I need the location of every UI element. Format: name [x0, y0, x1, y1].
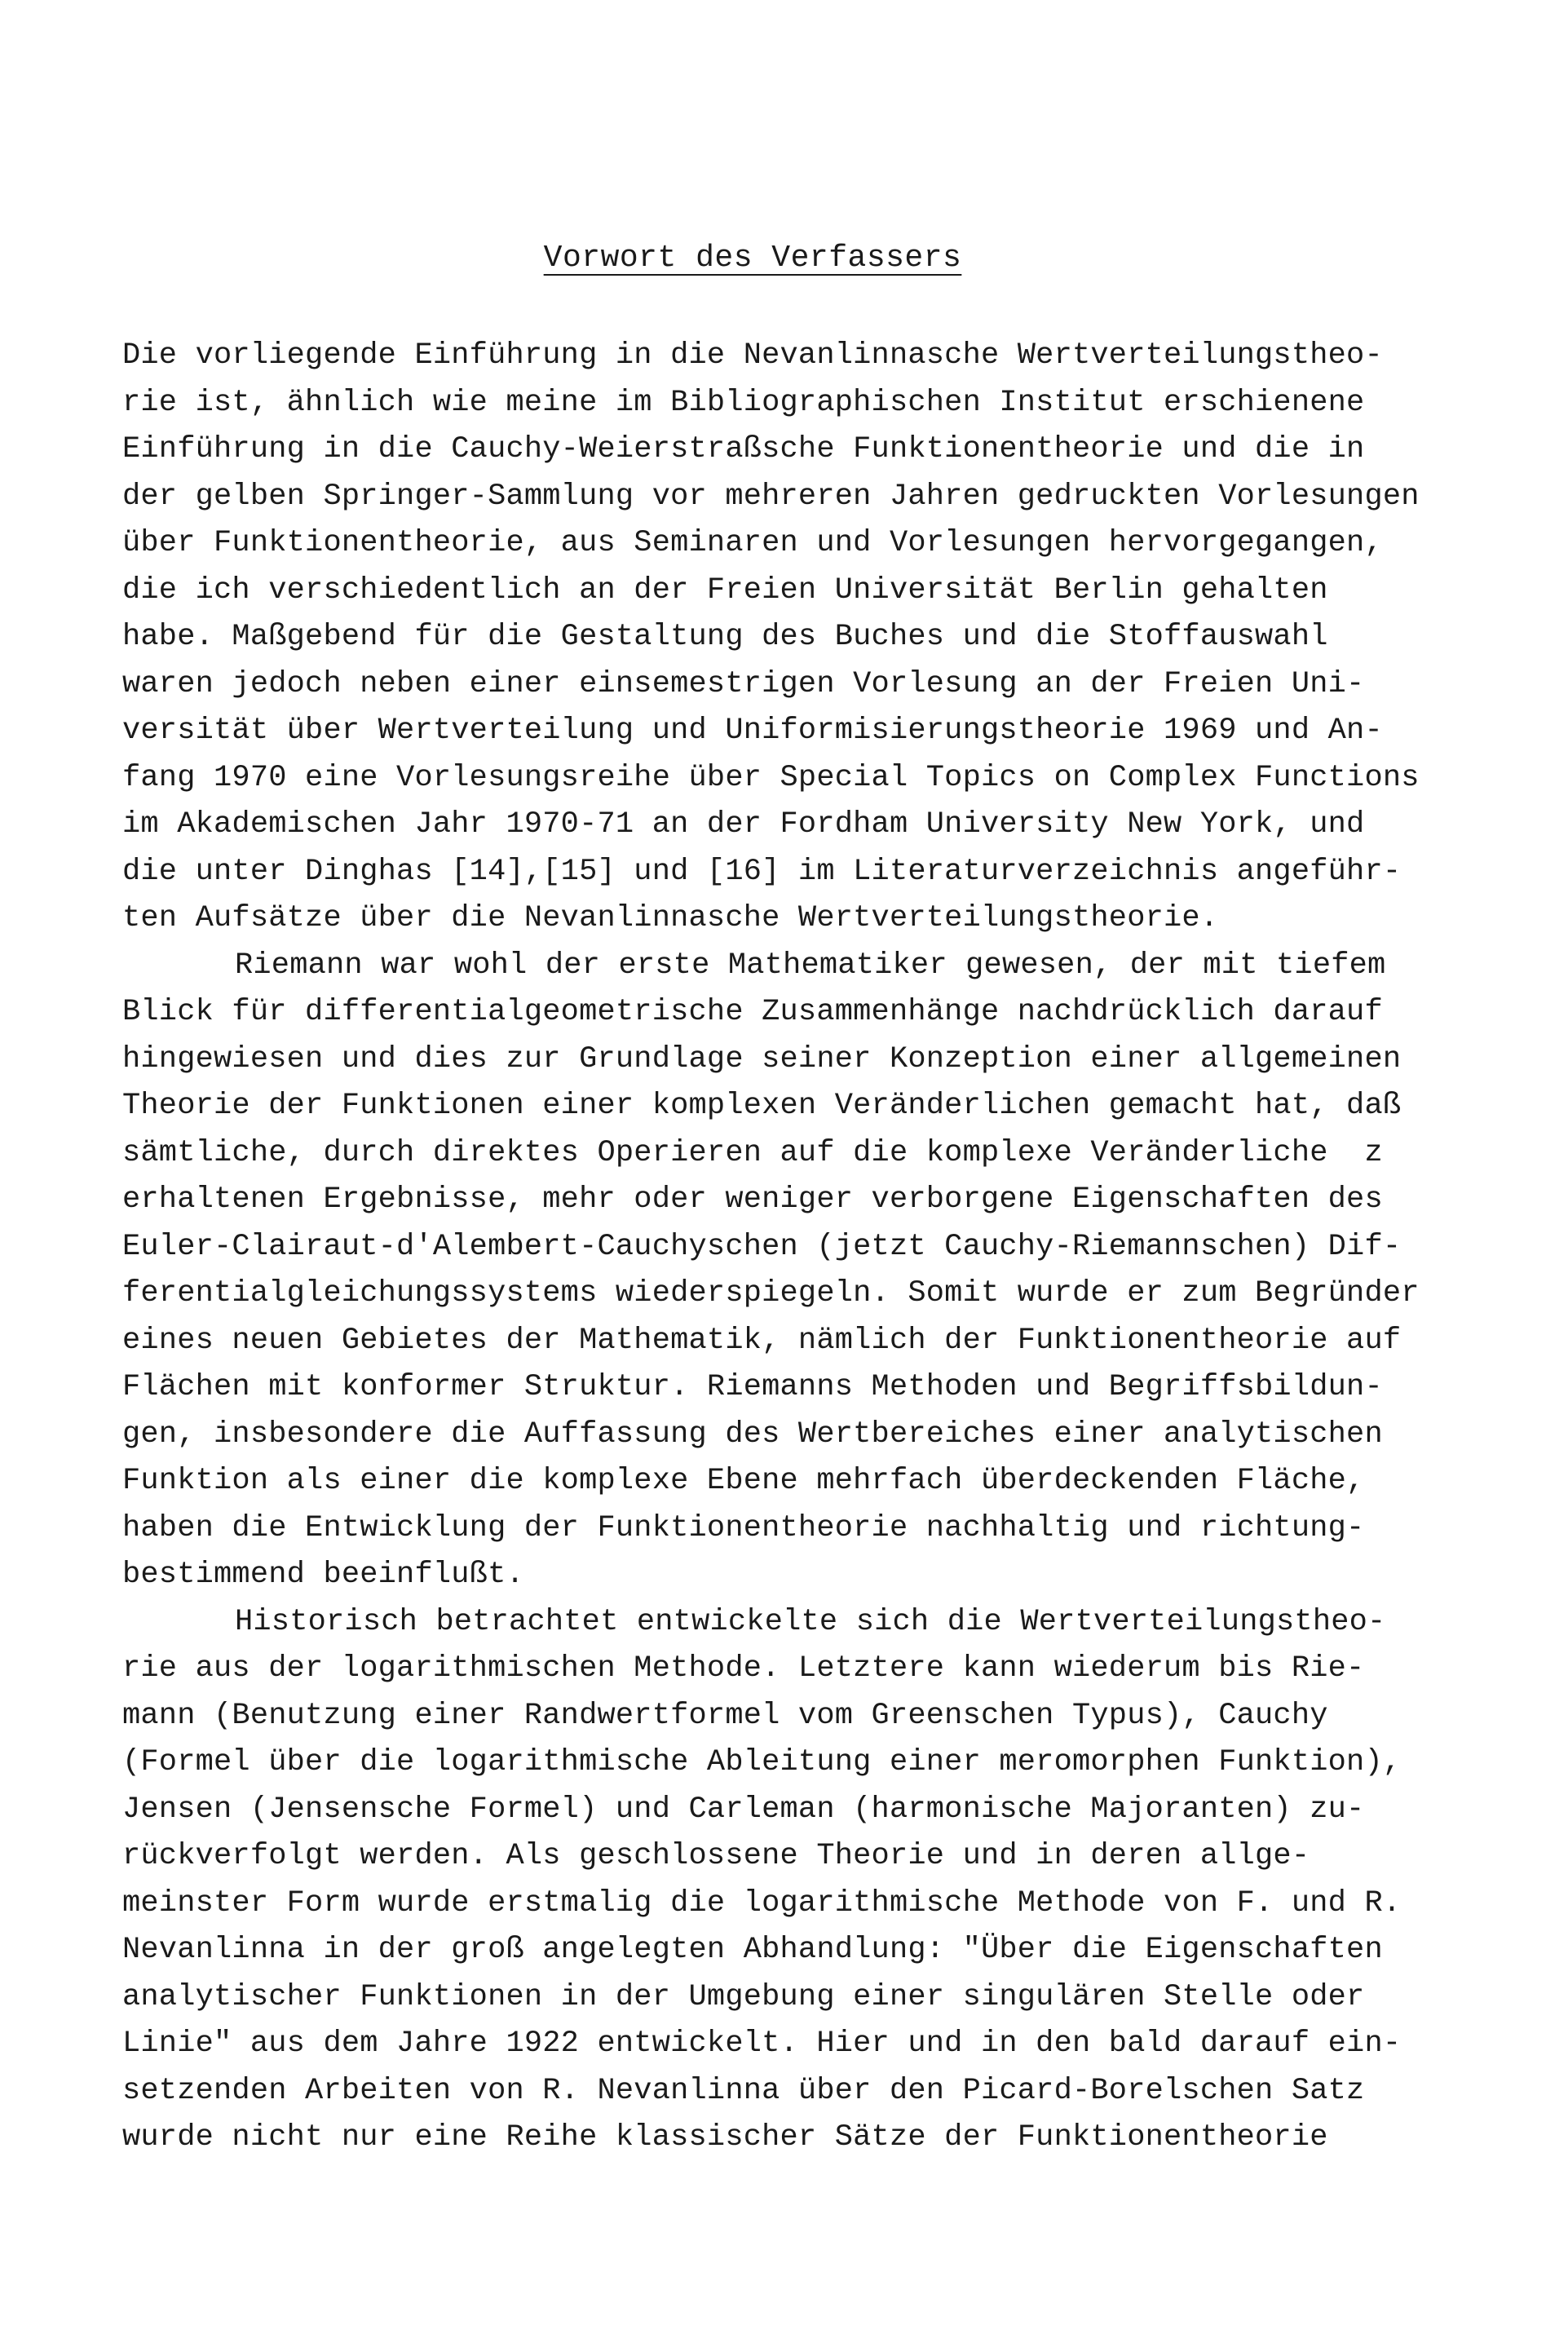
text-line: Flächen mit konformer Struktur. Riemanns Methoden und Begriffsbildun-: [122, 1370, 1383, 1404]
text-line: Funktion als einer die komplexe Ebene mehrfach überdeckenden Fläche,: [122, 1464, 1365, 1498]
page-title-container: [0, 238, 1505, 279]
text-line: Blick für differentialgeometrische Zusammenhänge nachdrücklich darauf: [122, 995, 1383, 1029]
text-line: Historisch betrachtet entwickelte sich die Wertverteilungstheo-: [235, 1604, 1386, 1639]
body-text: [122, 333, 1435, 2162]
text-line: meinster Form wurde erstmalig die logarithmische Methode von F. und R.: [122, 1885, 1402, 1921]
text-line: Einführung in die Cauchy-Weierstraßsche Funktionentheorie und die in: [122, 432, 1365, 466]
text-line: ten Aufsätze über die Nevanlinnasche Wertverteilungstheorie.: [122, 901, 1219, 935]
text-line: waren jedoch neben einer einsemestrigen Vorlesung an der Freien Uni-: [122, 666, 1365, 701]
text-line: Nevanlinna in der groß angelegten Abhandlung: "Über die Eigenschaften: [122, 1933, 1383, 1967]
text-line: wurde nicht nur eine Reihe klassischer Sätze der Funktionentheorie: [122, 2120, 1328, 2155]
text-line: Euler-Clairaut-d'Alembert-Cauchyschen (jetzt Cauchy-Riemannschen) Dif-: [122, 1229, 1402, 1264]
text-line: Jensen (Jensensche Formel) und Carleman (harmonische Majoranten) zu-: [122, 1792, 1365, 1827]
page-title: Vorwort des Verfassers: [543, 241, 962, 276]
text-line: die ich verschiedentlich an der Freien Universität Berlin gehalten: [122, 572, 1328, 608]
text-line: Linie" aus dem Jahre 1922 entwickelt. Hier und in den bald darauf ein-: [122, 2027, 1402, 2061]
text-line: habe. Maßgebend für die Gestaltung des Buches und die Stoffauswahl: [122, 620, 1328, 654]
text-line: über Funktionentheorie, aus Seminaren und Vorlesungen hervorgegangen,: [122, 526, 1383, 560]
text-line: analytischer Funktionen in der Umgebung einer singulären Stelle oder: [122, 1979, 1365, 2014]
text-line: bestimmend beeinflußt.: [122, 1558, 524, 1592]
text-line: im Akademischen Jahr 1970-71 an der Fordham University New York, und: [122, 807, 1365, 842]
text-line: der gelben Springer-Sammlung vor mehreren Jahren gedruckten Vorlesungen: [122, 479, 1420, 514]
text-line: hingewiesen und dies zur Grundlage seiner Konzeption einer allgemeinen: [122, 1041, 1402, 1076]
text-line: setzenden Arbeiten von R. Nevanlinna über den Picard-Borelschen Satz: [122, 2073, 1365, 2108]
text-line: fang 1970 eine Vorlesungsreihe über Special Topics on Complex Functions: [122, 760, 1420, 795]
text-line: die unter Dinghas [14],[15] und [16] im Literaturverzeichnis angeführ-: [122, 854, 1402, 889]
text-line: gen, insbesondere die Auffassung des Wertbereiches einer analytischen: [122, 1417, 1383, 1452]
text-line: (Formel über die logarithmische Ableitung einer meromorphen Funktion),: [122, 1745, 1402, 1779]
text-line: rie aus der logarithmischen Methode. Letztere kann wiederum bis Rie-: [122, 1651, 1365, 1686]
text-line: mann (Benutzung einer Randwertformel vom Greenschen Typus), Cauchy: [122, 1698, 1328, 1733]
text-line: rie ist, ähnlich wie meine im Bibliographischen Institut erschienene: [122, 385, 1365, 420]
text-line: rückverfolgt werden. Als geschlossene Theorie und in deren allge-: [122, 1839, 1310, 1873]
text-line: versität über Wertverteilung und Uniformisierungstheorie 1969 und An-: [122, 714, 1383, 748]
text-line: Riemann war wohl der erste Mathematiker gewesen, der mit tiefem: [235, 948, 1386, 983]
text-line: Theorie der Funktionen einer komplexen Veränderlichen gemacht hat, daß: [122, 1089, 1402, 1123]
text-line: erhaltenen Ergebnisse, mehr oder weniger verborgene Eigenschaften des: [122, 1182, 1383, 1217]
text-line: sämtliche, durch direktes Operieren auf die komplexe Veränderliche z: [122, 1135, 1383, 1170]
text-line: eines neuen Gebietes der Mathematik, nämlich der Funktionentheorie auf: [122, 1323, 1402, 1358]
text-line: ferentialgleichungssystems wiederspiegeln. Somit wurde er zum Begründer: [122, 1276, 1420, 1311]
text-line: haben die Entwicklung der Funktionentheorie nachhaltig und richtung-: [122, 1510, 1365, 1545]
text-line: Die vorliegende Einführung in die Nevanlinnasche Wertverteilungstheo-: [122, 338, 1383, 373]
